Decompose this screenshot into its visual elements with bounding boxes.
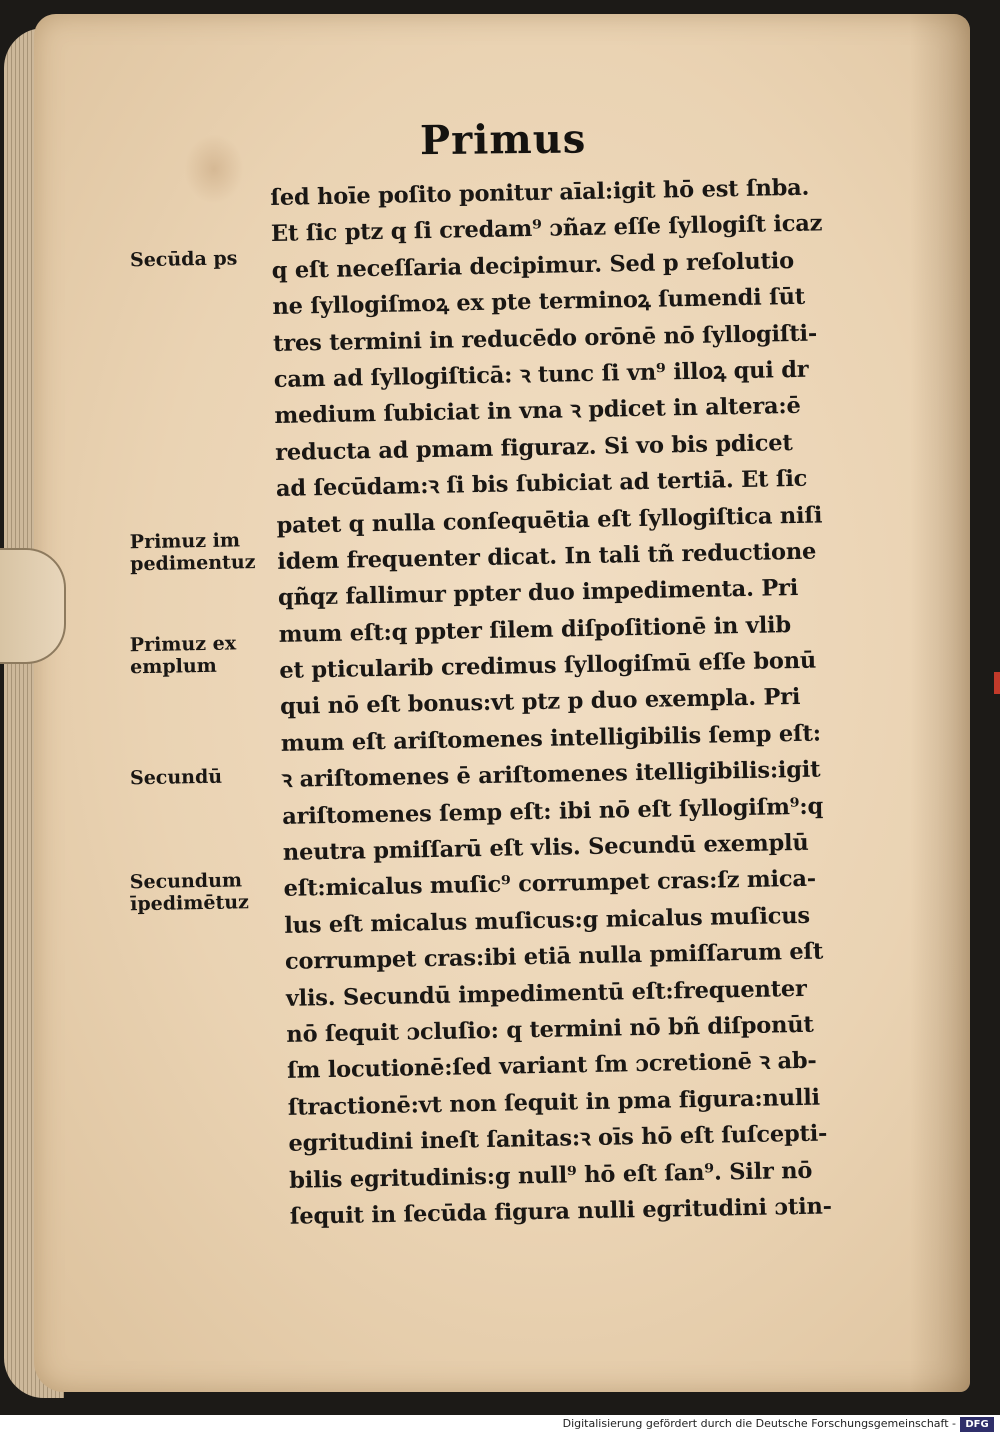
text-line: vlis. Secundū impedimentū eſt:frequenter (285, 975, 807, 1012)
text-line: lus eſt micalus muſicus:g micalus muſicus (284, 902, 811, 939)
text-line: mum eſt ariſtomenes intelligibilis ſemp eſt: (280, 720, 822, 757)
text-line: medium ſubiciat in vna ꝛ pdicet in altera:ē (274, 393, 801, 430)
text-line: egritudini ineſt ſanitas:ꝛ oīs hō eſt ſuſcepti- (288, 1120, 828, 1157)
body-text (270, 169, 860, 1235)
text-line: neutra pmiſſarū eſt vlis. Secundū exemplū (282, 829, 809, 866)
margin-note-line: emplum (130, 654, 218, 679)
margin-note-secunda-pars (130, 247, 280, 272)
text-line: ꝛ ariſtomenes ē ariſtomenes itelligibilis:igit (281, 756, 821, 794)
text-line: ariſtomenes ſemp eſt: ibi nō eſt ſyllogiſm⁹:q (281, 793, 824, 830)
text-line: cam ad ſyllogiſticā: ꝛ tunc ſi vn⁹ illoꝝ qui dr (273, 356, 809, 393)
text-line: qui nō eſt bonus:vt ptz p duo exempla. Pri (279, 684, 801, 721)
margin-note-line: pedimentuz (130, 551, 256, 576)
text-line: q eſt neceſſaria decipimur. Sed p reſolutio (271, 247, 795, 284)
text-line: Et ſic ptz q ſi credam⁹ ɔñaz eſſe ſyllogiſt icaz (270, 210, 823, 248)
text-line: qñqz fallimur ppter duo impedimenta. Pri (277, 575, 799, 612)
text-line: tres termini in reducēdo orōnē nō ſyllogiſti- (272, 320, 818, 357)
text-line: ſtractionē:vt non ſequit in pma figura:nulli (287, 1084, 821, 1121)
margin-note-line: Primuz im (129, 529, 241, 554)
text-line: ad ſecūdam:ꝛ ſi bis ſubiciat ad tertiā. Et ſic (275, 465, 808, 503)
folded-tab (0, 548, 66, 664)
margin-note-line: Secūda ps (129, 247, 238, 272)
text-line: ſequit in ſecūda figura nulli egritudini ɔtin- (289, 1193, 832, 1230)
margin-note-line: īpedimētuz (130, 891, 250, 916)
footer-strip (0, 1415, 1000, 1435)
margin-note-line: Secundum (129, 869, 243, 894)
paper-stain (184, 134, 244, 204)
margin-note-secundum (130, 765, 280, 790)
margin-note-primum-exemplum (130, 632, 281, 679)
text-line: nō ſequit ɔcluſio: q termini nō bñ diſponūt (286, 1011, 814, 1048)
text-line: idem frequenter dicat. In tali tñ reductione (277, 538, 817, 575)
text-line: mum eſt:q ppter ſilem diſpoſitionē in vlib (278, 611, 792, 648)
dfg-logo: DFG (960, 1417, 994, 1432)
margin-note-secundum-impedimentum (130, 869, 281, 916)
text-line: eſt:micalus muſic⁹ corrumpet cras:ſz mica- (283, 866, 817, 903)
text-line: ſm locutionē:ſed variant ſm ɔcretionē ꝛ ab- (286, 1048, 817, 1085)
margin-note-line: Secundū (129, 765, 223, 790)
margin-note-line: Primuz ex (129, 632, 237, 657)
text-line: et pticularib credimus ſyllogiſmū eſſe bonū (279, 647, 817, 684)
text-line: ne ſyllogiſmoꝝ ex pte terminoꝝ ſumendi ſūt (272, 283, 806, 321)
page-heading: Primus (419, 115, 587, 165)
text-line: corrumpet cras:ibi etiā nulla pmiſſarum eſt (284, 938, 824, 976)
credit-text: Digitalisierung gefördert durch die Deutsche Forschungsgemeinschaft - (562, 1417, 956, 1430)
text-line: bilis egritudinis:g null⁹ hō eſt ſan⁹. Silr nō (288, 1157, 813, 1194)
text-line: patet q nulla conſequētia eſt ſyllogiſtica niſi (276, 501, 823, 539)
red-edge-mark (994, 672, 1000, 694)
text-line: ſed hoīe poſito ponitur aīal:igit hō est ſnba. (270, 174, 810, 211)
text-line: reducta ad pmam figuraz. Si vo bis pdicet (274, 429, 793, 466)
margin-note-primum-impedimentum (130, 529, 281, 576)
